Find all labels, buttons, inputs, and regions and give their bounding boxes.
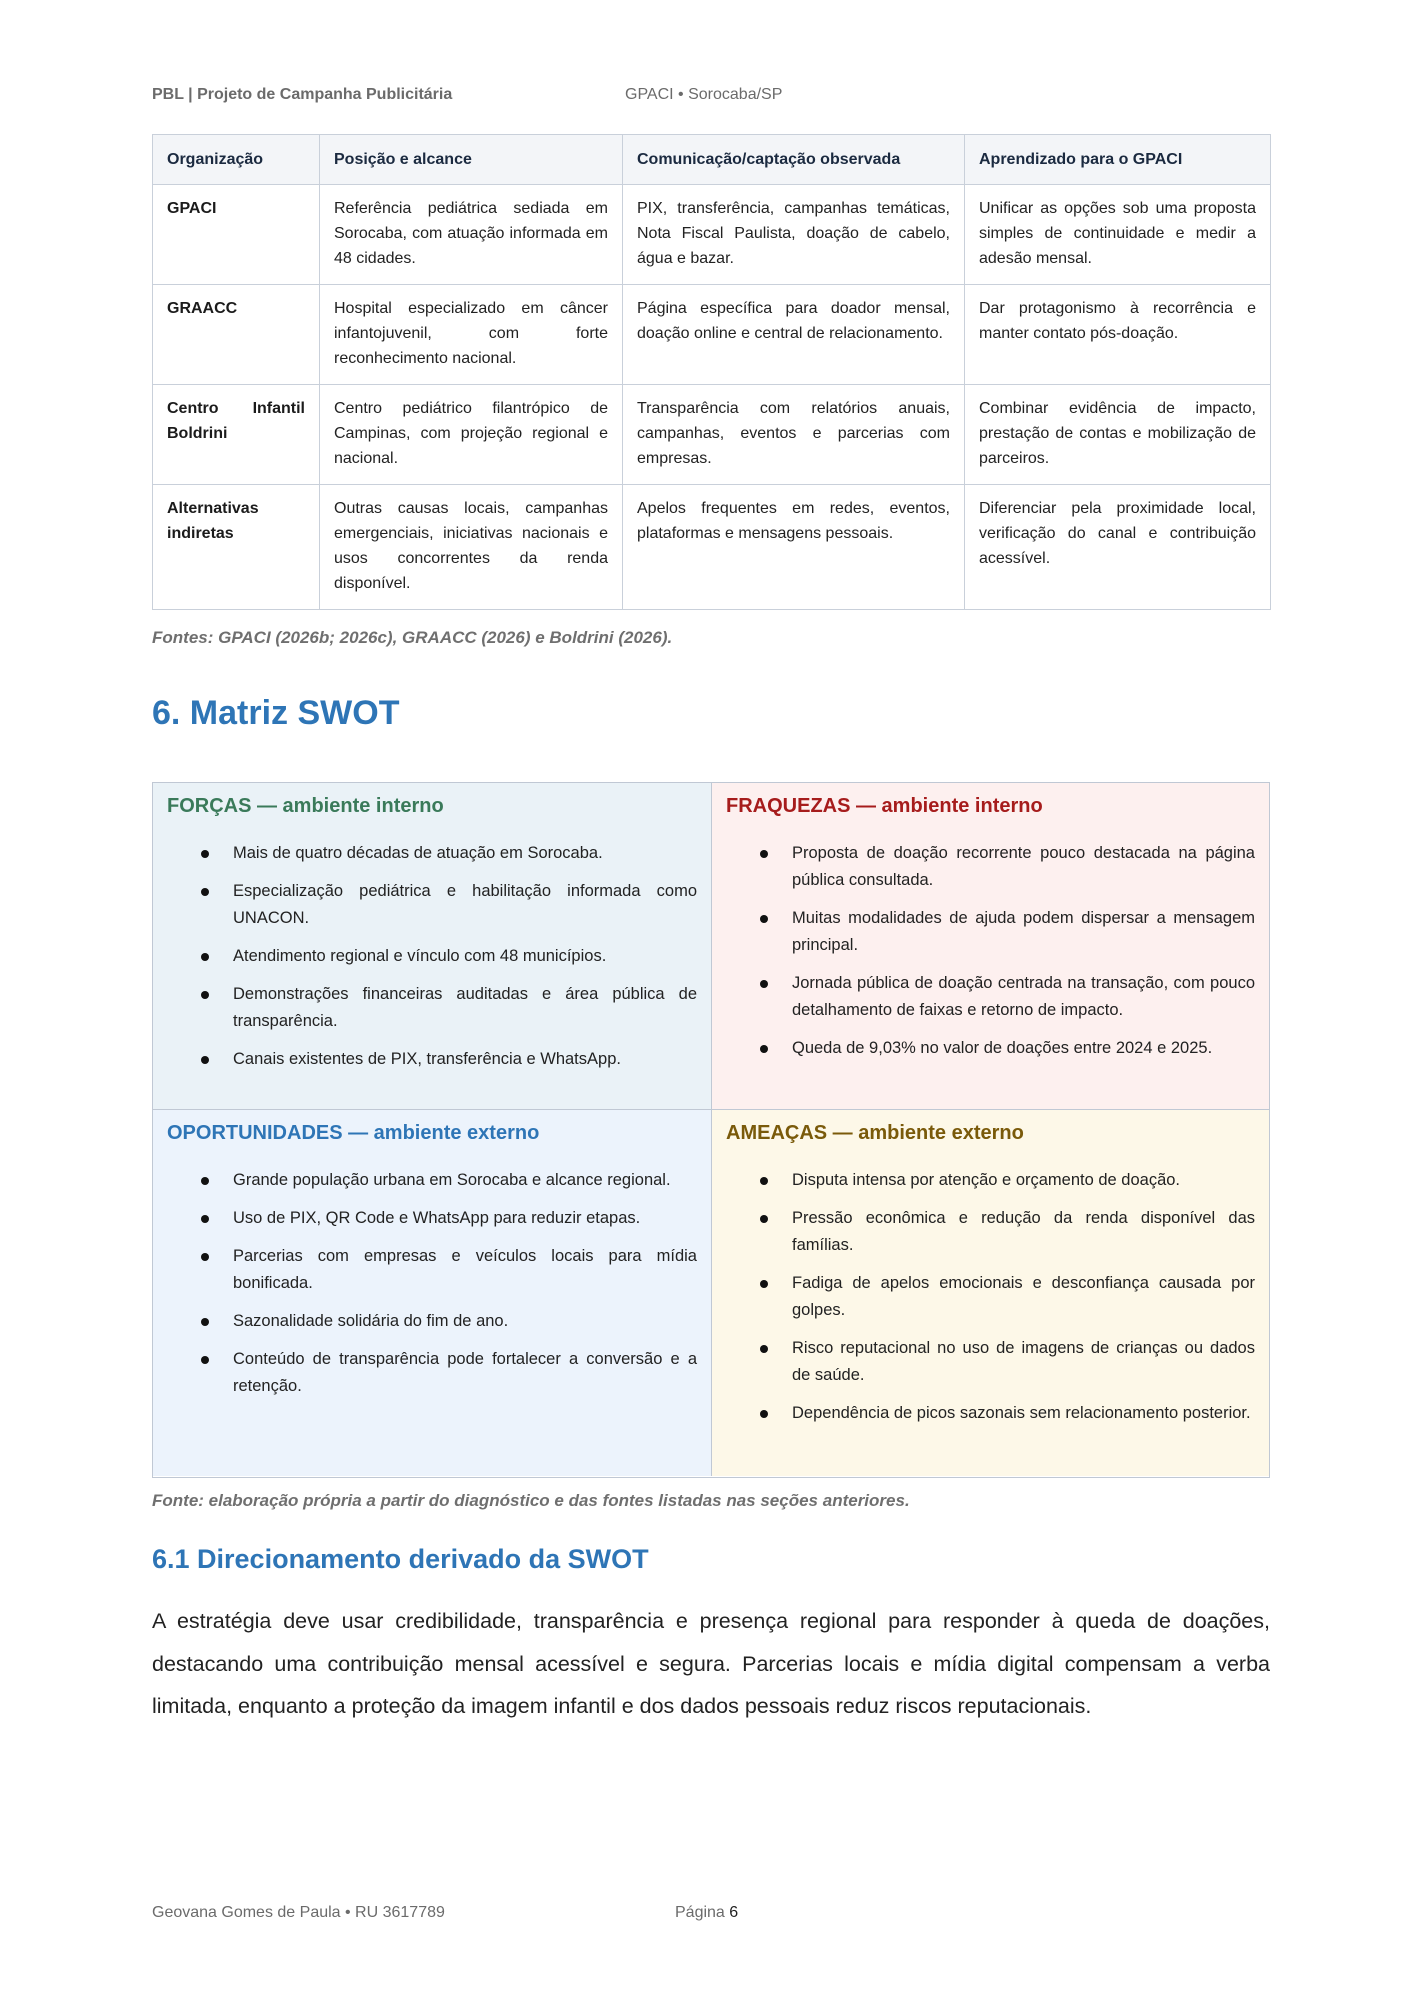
page-number: 6 — [729, 1904, 739, 1921]
table-cell: Apelos frequentes em redes, eventos, plataformas e mensagens pessoais. — [623, 485, 965, 610]
table-cell: Transparência com relatórios anuais, campanhas, eventos e parcerias com empresas. — [623, 385, 965, 485]
bullet-icon — [201, 850, 209, 858]
list-item — [167, 981, 697, 1035]
bullet-icon — [201, 1215, 209, 1223]
table-cell: Dar protagonismo à recorrência e manter contato pós-doação. — [965, 285, 1271, 385]
column-header: Organização — [153, 135, 320, 185]
footer-author: Geovana Gomes de Paula • RU 3617789 — [152, 1904, 445, 1921]
list-item — [726, 1167, 1255, 1194]
opportunities-list — [167, 1167, 697, 1400]
column-header: Aprendizado para o GPACI — [965, 135, 1271, 185]
bullet-icon — [201, 1253, 209, 1261]
bullet-icon — [201, 953, 209, 961]
list-item-text: Proposta de doação recorrente pouco destacada na página pública consultada. — [792, 844, 1255, 889]
list-item — [167, 1167, 697, 1194]
opportunities-title: OPORTUNIDADES — ambiente externo — [167, 1122, 540, 1144]
list-item-text: Mais de quatro décadas de atuação em Sorocaba. — [233, 844, 603, 862]
list-item-text: Queda de 9,03% no valor de doações entre 2024 e 2025. — [792, 1039, 1213, 1057]
table-cell: PIX, transferência, campanhas temáticas, Nota Fiscal Paulista, doação de cabelo, água e bazar. — [623, 185, 965, 285]
list-item — [726, 1035, 1255, 1062]
list-item — [167, 840, 697, 867]
list-item — [167, 1308, 697, 1335]
list-item-text: Risco reputacional no uso de imagens de crianças ou dados de saúde. — [792, 1339, 1255, 1384]
bullet-icon — [201, 1318, 209, 1326]
bullet-icon — [760, 980, 768, 988]
table-cell: Combinar evidência de impacto, prestação de contas e mobilização de parceiros. — [965, 385, 1271, 485]
swot-strengths — [153, 783, 712, 1110]
threats-list — [726, 1167, 1255, 1427]
bullet-icon — [760, 1410, 768, 1418]
swot-threats — [712, 1110, 1269, 1476]
list-item — [167, 1243, 697, 1297]
list-item — [167, 1205, 697, 1232]
bullet-icon — [201, 888, 209, 896]
header-organization: GPACI • Sorocaba/SP — [625, 86, 783, 103]
header-project-title: PBL | Projeto de Campanha Publicitária — [152, 86, 453, 103]
table-cell: Referência pediátrica sediada em Sorocaba, com atuação informada em 48 cidades. — [320, 185, 623, 285]
bullet-icon — [201, 1177, 209, 1185]
list-item-text: Dependência de picos sazonais sem relacionamento posterior. — [792, 1404, 1251, 1422]
list-item-text: Muitas modalidades de ajuda podem dispersar a mensagem principal. — [792, 909, 1255, 954]
table-cell: Página específica para doador mensal, doação online e central de relacionamento. — [623, 285, 965, 385]
column-header: Posição e alcance — [320, 135, 623, 185]
weaknesses-list — [726, 840, 1255, 1062]
weaknesses-title: FRAQUEZAS — ambiente interno — [726, 795, 1043, 817]
swot-weaknesses — [712, 783, 1269, 1110]
bullet-icon — [760, 850, 768, 858]
list-item — [726, 905, 1255, 959]
swot-matrix — [152, 782, 1270, 1478]
list-item — [167, 943, 697, 970]
list-item-text: Grande população urbana em Sorocaba e alcance regional. — [233, 1171, 671, 1189]
list-item — [726, 1335, 1255, 1389]
list-item-text: Parcerias com empresas e veículos locais para mídia bonificada. — [233, 1247, 697, 1292]
list-item — [726, 1270, 1255, 1324]
bullet-icon — [760, 1280, 768, 1288]
body-paragraph: A estratégia deve usar credibilidade, transparência e presença regional para responder à queda de doações, destacando uma contribuição mensal acessível e segura. Parcerias locais e mídia digital compensam a verba limitada, enquanto a proteção da imagem infantil e dos dados pessoais reduz riscos reputacionais. — [152, 1609, 1270, 1718]
bullet-icon — [201, 991, 209, 999]
document-page — [152, 0, 1270, 2000]
threats-title: AMEAÇAS — ambiente externo — [726, 1122, 1024, 1144]
subsection-title: 6.1 Direcionamento derivado da SWOT — [152, 1544, 649, 1574]
list-item — [726, 840, 1255, 894]
strengths-list — [167, 840, 697, 1073]
table-cell: Hospital especializado em câncer infantojuvenil, com forte reconhecimento nacional. — [320, 285, 623, 385]
table-cell: Unificar as opções sob uma proposta simples de continuidade e medir a adesão mensal. — [965, 185, 1271, 285]
list-item-text: Especialização pediátrica e habilitação informada como UNACON. — [233, 882, 697, 927]
table-cell-organization: GPACI — [153, 185, 320, 285]
table-cell: Outras causas locais, campanhas emergenciais, iniciativas nacionais e usos concorrentes da renda disponível. — [320, 485, 623, 610]
page-label: Página — [675, 1904, 725, 1921]
list-item — [726, 970, 1255, 1024]
list-item — [726, 1400, 1255, 1427]
list-item-text: Fadiga de apelos emocionais e desconfiança causada por golpes. — [792, 1274, 1255, 1319]
table-row — [153, 485, 1271, 610]
table-row — [153, 285, 1271, 385]
table-cell-organization: GRAACC — [153, 285, 320, 385]
list-item — [167, 1346, 697, 1400]
bullet-icon — [760, 1177, 768, 1185]
table-cell: Centro pediátrico filantrópico de Campinas, com projeção regional e nacional. — [320, 385, 623, 485]
list-item-text: Demonstrações financeiras auditadas e área pública de transparência. — [233, 985, 697, 1030]
table-cell-organization: Alternativas indiretas — [153, 485, 320, 610]
table-row — [153, 385, 1271, 485]
list-item-text: Jornada pública de doação centrada na transação, com pouco detalhamento de faixas e retorno de impacto. — [792, 974, 1255, 1019]
list-item-text: Atendimento regional e vínculo com 48 municípios. — [233, 947, 607, 965]
list-item-text: Canais existentes de PIX, transferência e WhatsApp. — [233, 1050, 621, 1068]
bullet-icon — [760, 1345, 768, 1353]
strengths-title: FORÇAS — ambiente interno — [167, 795, 444, 817]
bullet-icon — [760, 915, 768, 923]
list-item-text: Conteúdo de transparência pode fortalecer a conversão e a retenção. — [233, 1350, 697, 1395]
table-cell: Diferenciar pela proximidade local, verificação do canal e contribuição acessível. — [965, 485, 1271, 610]
page-number-label — [675, 1904, 738, 1922]
competitor-table — [152, 134, 1271, 610]
swot-opportunities — [153, 1110, 712, 1476]
column-header: Comunicação/captação observada — [623, 135, 965, 185]
list-item — [167, 878, 697, 932]
table-row — [153, 185, 1271, 285]
list-item-text: Pressão econômica e redução da renda disponível das famílias. — [792, 1209, 1255, 1254]
table-cell-organization: Centro Infantil Boldrini — [153, 385, 320, 485]
list-item-text: Uso de PIX, QR Code e WhatsApp para reduzir etapas. — [233, 1209, 641, 1227]
list-item-text: Disputa intensa por atenção e orçamento de doação. — [792, 1171, 1181, 1189]
table-source-note: Fontes: GPACI (2026b; 2026c), GRAACC (2026) e Boldrini (2026). — [152, 628, 673, 647]
running-header — [152, 86, 1270, 108]
table-header-row — [153, 135, 1271, 185]
bullet-icon — [201, 1056, 209, 1064]
list-item — [726, 1205, 1255, 1259]
running-footer — [152, 1904, 1270, 1926]
list-item — [167, 1046, 697, 1073]
bullet-icon — [201, 1356, 209, 1364]
section-title: 6. Matriz SWOT — [152, 694, 400, 732]
bullet-icon — [760, 1045, 768, 1053]
swot-source-note: Fonte: elaboração própria a partir do diagnóstico e das fontes listadas nas seções anteriores. — [152, 1491, 910, 1510]
list-item-text: Sazonalidade solidária do fim de ano. — [233, 1312, 509, 1330]
bullet-icon — [760, 1215, 768, 1223]
